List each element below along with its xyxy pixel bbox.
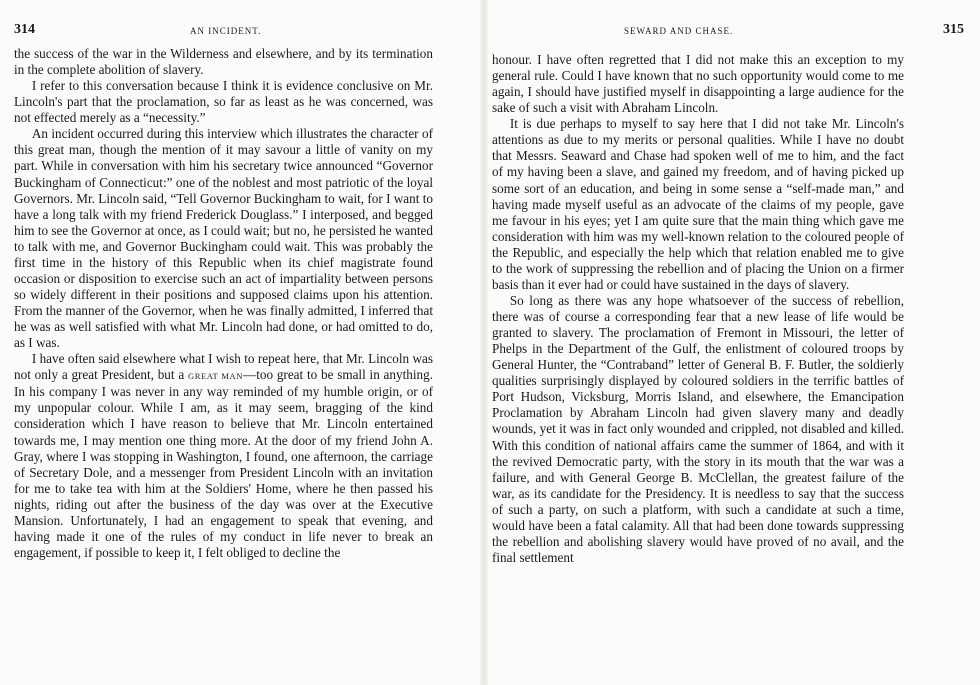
- left-paragraph-4-part-2: —too great to be small in anything. In his company I was never in any way reminded of my humble origin, or of my unpopular colour. While I am, as it may seem, bragging of the kind consideration which I have reason to believe that Mr. Lincoln entertained towards me, I may mention one thing more. At the door of my friend John A. Gray, where I was stopping in Washington, I found, one afternoon, the carriage of Secretary Dole, and a messenger from President Lincoln with an invitation for me to take tea with him at the Soldiers' Home, where he then passed his nights, riding out after the business of the day was over at the Executive Mansion. Unfortunately, I had an engagement to speak that evening, and having made it one of the rules of my conduct in life never to break an engagement, if possible to keep it, I felt obliged to decline the: [14, 367, 433, 560]
- left-running-head-title: AN INCIDENT.: [190, 26, 262, 36]
- right-running-head: [512, 22, 964, 38]
- right-paragraph-3: So long as there was any hope whatsoever of the success of rebellion, there was of course a corresponding fear that a new lease of life would be granted to slavery. The proclamation of Fremont in Missouri, the letter of Phelps in the Department of the Gulf, the enlistment of coloured troops by General Hunter, the “Contraband” letter of General B. F. Butler, the soldierly qualities surprisingly displayed by coloured soldiers in the terrific battles of Port Hudson, Vicksburg, Morris Island, and elsewhere, the Emancipation Proclamation by Abraham Lincoln had given slavery many and deadly wounds, yet it was in fact only wounded and crippled, not disabled and killed. With this condition of national affairs came the summer of 1864, and with it the revived Democratic party, with the story in its mouth that the war was a failure, and with General George B. McClellan, the greatest failure of the war, as its candidate for the Presidency. It is needless to say that the success of such a party, on such a platform, with such a candidate at such a time, would have been a fatal calamity. All that had been done towards suppressing the rebellion and abolishing slavery would have proved of no avail, and the final settlement: [492, 292, 904, 565]
- right-paragraph-1: honour. I have often regretted that I did not make this an exception to my general rule. Could I have known that no such opportunity would come to me again, I should have justified myself in disappointing a large audience for the sake of such a visit with Abraham Lincoln.: [492, 52, 904, 116]
- left-paragraph-1: the success of the war in the Wilderness and elsewhere, and by its termination in the complete abolition of slavery.: [14, 46, 433, 78]
- left-paragraph-4-part-1: I have often said elsewhere what I wish to repeat here, that Mr. Lincoln was not only a great President, but a: [14, 351, 433, 383]
- right-paragraph-2: It is due perhaps to myself to say here that I did not take Mr. Lincoln's attentions as due to my merits or personal qualities. While I have no doubt that Messrs. Seaward and Chase had spoken well of me to him, and the fact of my having been a slave, and gained my freedom, and of having picked up some sort of an education, and being in some sense a “self-made man,” and having made myself useful as an advocate of the claims of my people, gave me favour in his eyes; yet I am quite sure that the main thing which gave me consideration with him was my well-known relation to the coloured people of the Republic, and especially the help which that relation enabled me to give to the work of suppressing the rebellion and of placing the Union on a firmer basis than it ever had or could have sustained in the days of slavery.: [492, 116, 904, 292]
- left-paragraph-2: I refer to this conversation because I think it is evidence conclusive on Mr. Lincoln's part that the proclamation, so far as least as he was concerned, was not effected merely as a “necessity.”: [14, 78, 433, 126]
- great-man-smallcaps: GREAT MAN: [187, 371, 244, 382]
- left-page: [0, 0, 484, 685]
- left-paragraph-4: [14, 351, 433, 561]
- left-page-number: 314: [14, 22, 35, 37]
- left-paragraph-3: An incident occurred during this interview which illustrates the character of this great man, though the mention of it may savour a little of vanity on my part. While in conversation with him his secretary twice announced “Governor Buckingham of Connecticut:” one of the noblest and most patriotic of the loyal Governors. Mr. Lincoln said, “Tell Governor Buckingham to wait, for I want to have a long talk with my friend Frederick Douglass.” I interposed, and begged him to see the Governor at once, as I could wait; but no, he persisted he wanted to talk with me, and Governor Buckingham could wait. This was probably the first time in the history of this Republic when its chief magistrate found occasion or disposition to exercise such an act of impartiality between persons so widely different in their positions and supposed claims upon his attention. From the manner of the Governor, when he was finally admitted, I inferred that he was as well satisfied with what Mr. Lincoln had done, or had omitted to do, as I was.: [14, 126, 433, 351]
- right-running-head-title: SEWARD AND CHASE.: [624, 26, 734, 36]
- left-running-head: [14, 22, 438, 38]
- right-page-number: 315: [943, 22, 964, 37]
- right-page: [484, 0, 980, 685]
- right-text-block: [492, 52, 904, 566]
- left-text-block: [14, 46, 433, 561]
